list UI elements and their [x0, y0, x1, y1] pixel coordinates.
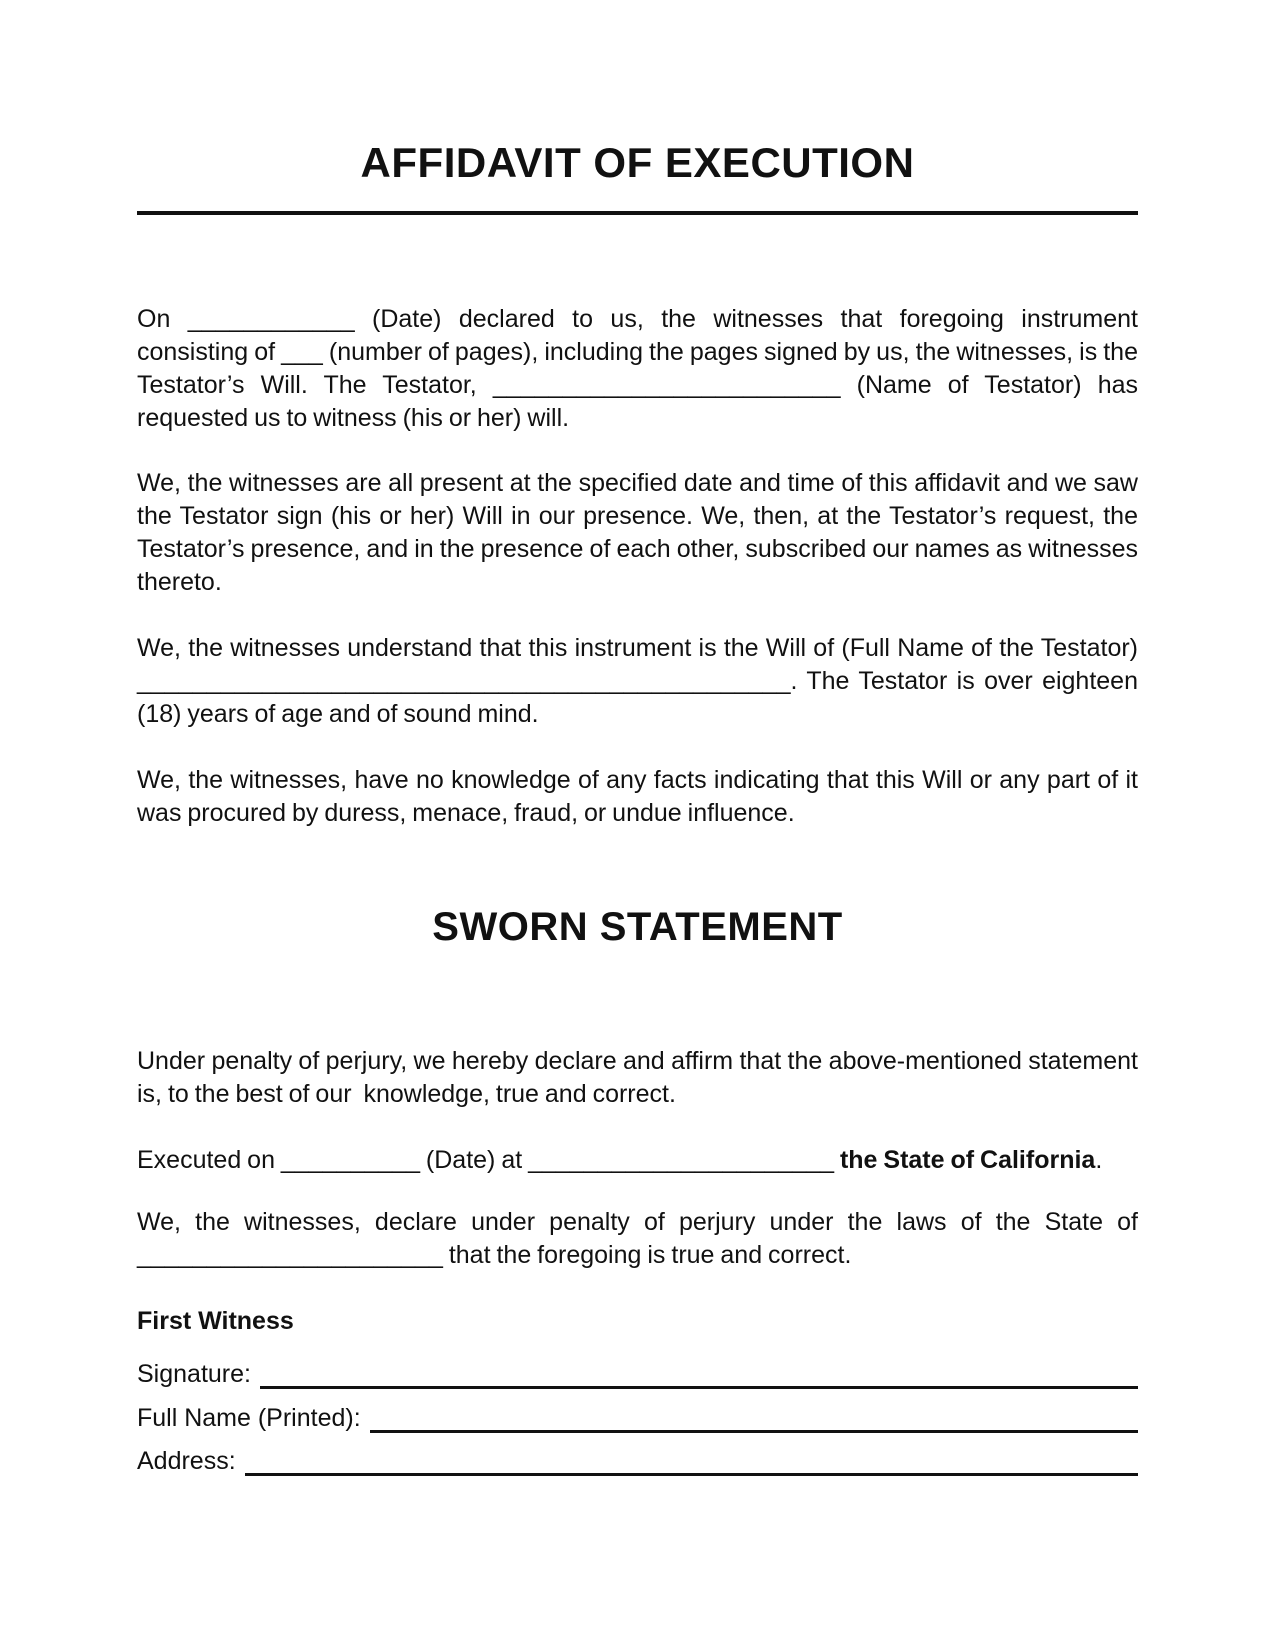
address-blank-line	[245, 1445, 1138, 1476]
first-witness-heading: First Witness	[137, 1307, 294, 1335]
affidavit-paragraph-presence: We, the witnesses are all present at the specified date and time of this affidavit and we saw the Testator sign (his or her) Will in our presence. We, then, at the Testator’s request, the Testator’s presence, and in the presence of each other, subscribed our names as witnesses thereto.	[137, 469, 1138, 596]
executed-on-prefix: Executed on __________ (Date) at ______________________	[137, 1146, 840, 1174]
address-row	[137, 1445, 1138, 1478]
executed-period: .	[1095, 1146, 1103, 1174]
signature-label: Signature:	[137, 1360, 251, 1388]
executed-on-line	[137, 1144, 1138, 1177]
full-name-blank-line	[370, 1402, 1138, 1433]
signature-blank-line	[260, 1358, 1138, 1389]
first-witness-section	[137, 1305, 1138, 1478]
executed-state-name: the State of California	[839, 1146, 1096, 1174]
sworn-paragraph-perjury: Under penalty of perjury, we hereby declare and affirm that the above-mentioned statement is, to the best of our knowledge, true and correct.	[137, 1047, 1138, 1108]
sworn-statement-section	[137, 904, 1138, 1272]
full-name-label: Full Name (Printed):	[137, 1404, 361, 1432]
signature-row	[137, 1358, 1138, 1391]
affidavit-paragraph-no-duress: We, the witnesses, have no knowledge of any facts indicating that this Will or any part of it was procured by duress, menace, fraud, or undue influence.	[137, 766, 1138, 827]
affidavit-section	[137, 303, 1138, 830]
address-label: Address:	[137, 1447, 236, 1475]
full-name-row	[137, 1402, 1138, 1435]
document-title: AFFIDAVIT OF EXECUTION	[360, 139, 915, 186]
sworn-statement-heading: SWORN STATEMENT	[432, 905, 843, 949]
title-divider-rule	[137, 211, 1138, 215]
sworn-paragraph-laws-of-state: We, the witnesses, declare under penalty of perjury under the laws of the State of ______________________ that the foregoing is true and correct.	[137, 1208, 1138, 1269]
affidavit-paragraph-understanding: We, the witnesses understand that this instrument is the Will of (Full Name of the Testator) _______________________________________________. The Testator is over eighteen (18) years of age and of sound mind.	[137, 634, 1138, 728]
affidavit-paragraph-declaration: On ____________ (Date) declared to us, the witnesses that foregoing instrument consisting of ___ (number of pages), including the pages signed by us, the witnesses, is the Testator’s Will. The Testator, _________________________ (Name of Testator) has requested us to witness (his or her) will.	[137, 305, 1138, 432]
